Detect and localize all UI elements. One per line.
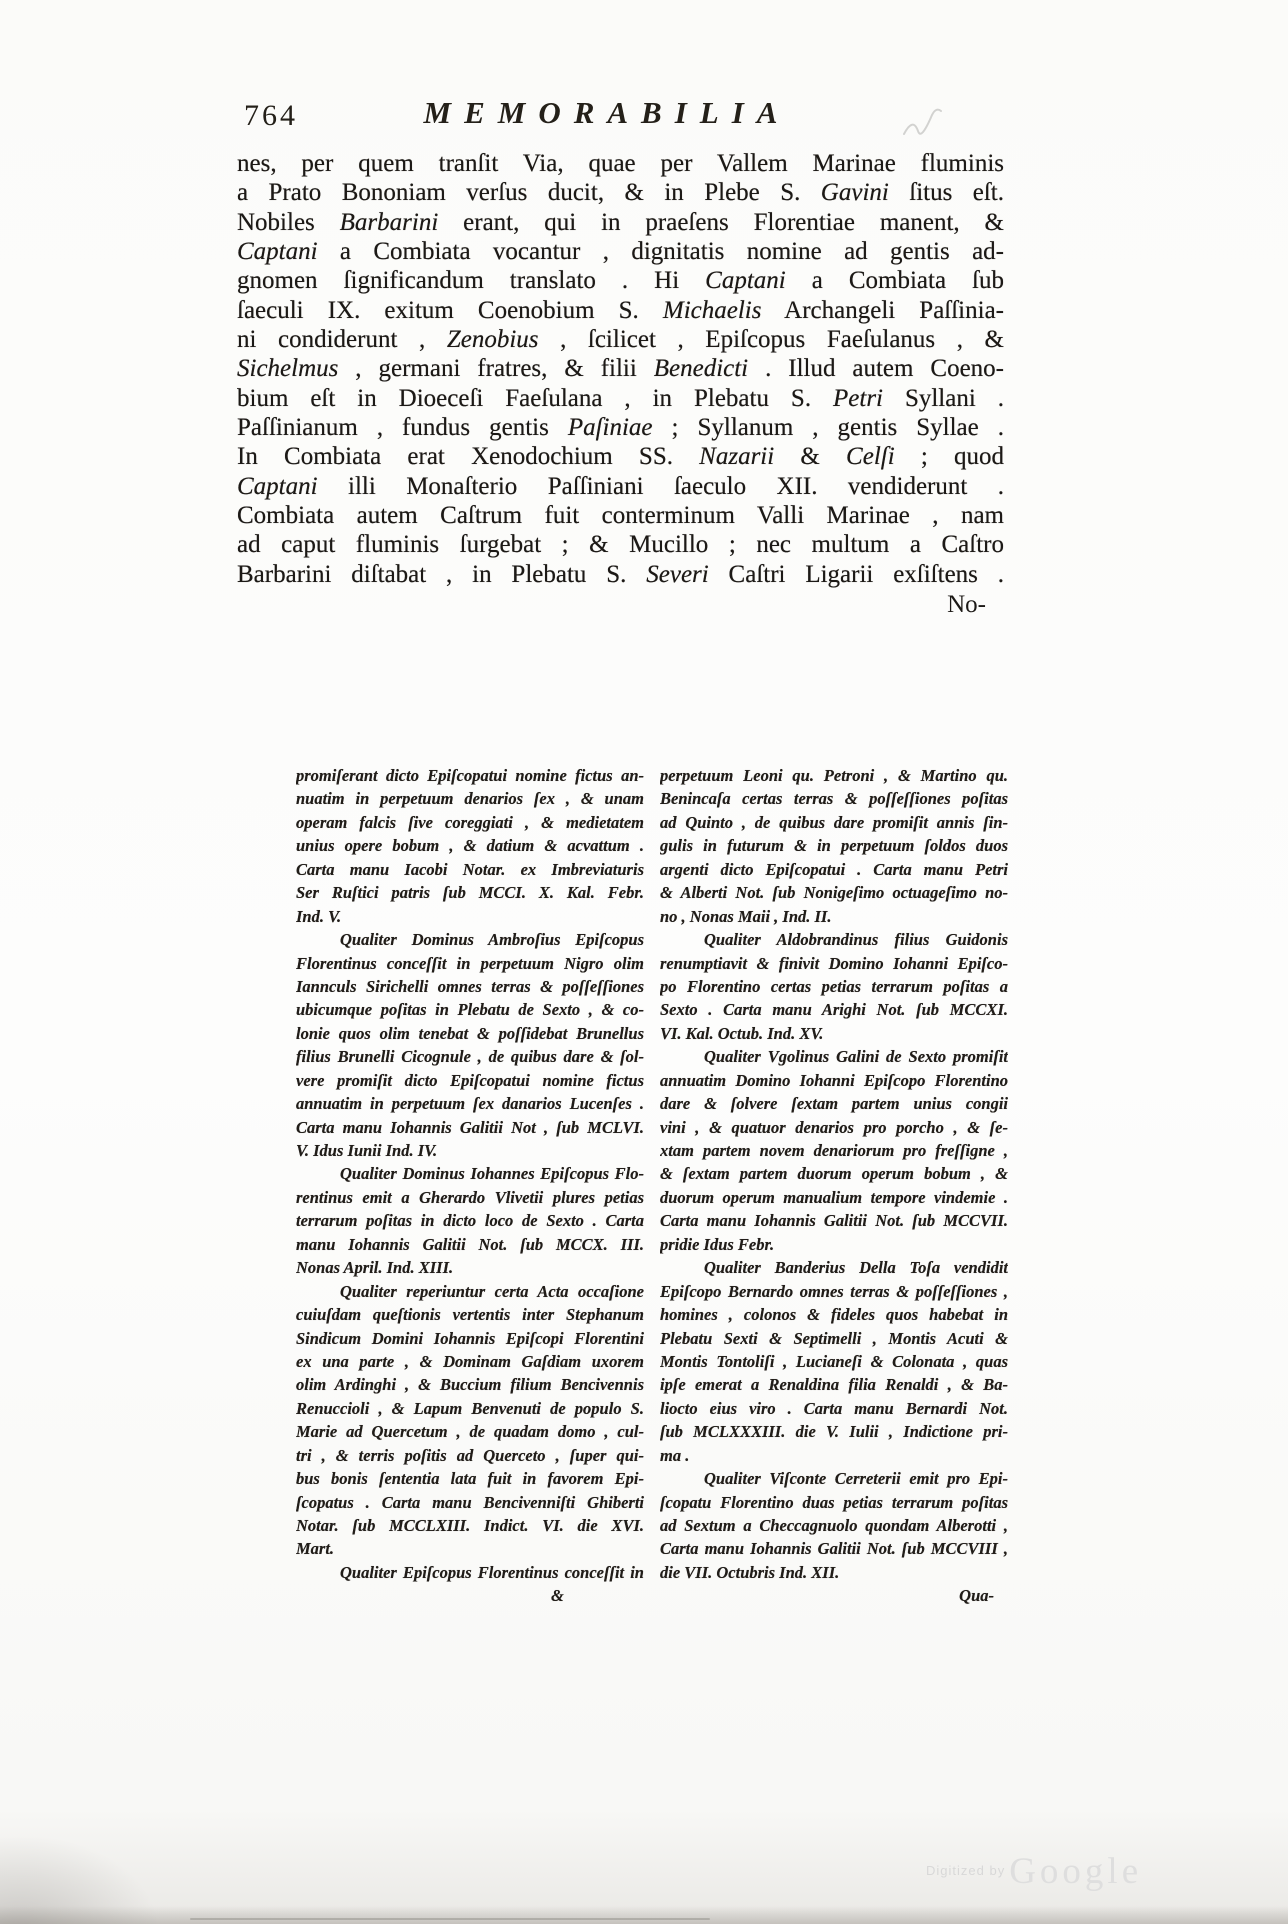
text-line: no , Nonas Maii , Ind. II. <box>660 906 832 926</box>
text: ; quod <box>894 443 1004 471</box>
text-line: Carta manu Iohannis Galitii Not. ſub MCCVII. <box>660 1211 1008 1231</box>
main-catchword: No- <box>947 591 986 618</box>
text-line: perpetuum Leoni qu. Petroni , & Martino qu. <box>660 766 1008 785</box>
text-line <box>237 384 1004 413</box>
text-line: liocto eius viro . Carta manu Bernardi Not. <box>660 1398 1008 1418</box>
italic-text: Barbarini <box>339 208 439 236</box>
text: In Combiata erat Xenodochium SS. <box>237 443 700 471</box>
italic-text: Zenobius <box>446 326 539 354</box>
text: Syllani . <box>883 384 1004 412</box>
footnote <box>660 1256 1008 1467</box>
text-line: Mart. <box>296 1539 335 1559</box>
text-line: & ſextam partem duorum operum bobum , & <box>660 1164 1008 1184</box>
text-line: annuatim in perpetuum ſex danarios Lucenſes . <box>296 1094 644 1114</box>
text-line: olim Ardinghi , & Buccium filium Bencivennis <box>296 1375 644 1395</box>
text: illi Monaſterio Paſſiniani ſaeculo XII. vendiderunt . <box>317 472 1004 500</box>
text-line <box>237 413 1004 442</box>
italic-text: Sichelmus <box>237 355 339 383</box>
italic-text: Gavini <box>820 179 889 207</box>
text: ad caput fluminis ſurgebat ; & Mucillo ; nec multum a Caſtro <box>237 531 1004 559</box>
text-line <box>237 442 1004 471</box>
italic-text: Celſi <box>846 443 895 471</box>
text-line: Notar. ſub MCCLXIII. Indict. VI. die XVI. <box>296 1516 644 1535</box>
text-line: Ser Ruſtici patris ſub MCCI. X. Kal. Febr. <box>296 883 644 903</box>
text: ni condiderunt , <box>237 326 447 354</box>
text-line <box>237 149 1004 178</box>
text: Archangeli Paſſinia- <box>761 296 1004 324</box>
text-line: Qualiter Epiſcopus Florentinus conceſſit in <box>340 1562 644 1582</box>
google-logo: Google <box>1009 1851 1143 1892</box>
italic-text: Nazarii <box>699 443 775 471</box>
text-line: Ind. V. <box>296 906 342 926</box>
text-line: nuatim in perpetuum denarios ſex , & unam <box>296 789 644 809</box>
text-line: ex una parte , & Dominam Gaſdiam uxorem <box>296 1351 644 1371</box>
running-title: MEMORABILIA <box>423 95 791 130</box>
text-line: Carta manu Iohannis Galitii Not , ſub MCLVI. <box>296 1117 644 1137</box>
text-line <box>237 560 1004 589</box>
column-catchword: & <box>551 1586 564 1606</box>
text: Barbarini diſtabat , in Plebatu S. <box>237 560 647 588</box>
text: ; Syllanum , gentis Syllae . <box>652 414 1004 442</box>
text-line: ma . <box>660 1445 690 1465</box>
text-line: Qualiter Banderius Della Toſa vendidit <box>704 1258 1008 1278</box>
footnote <box>296 1280 644 1561</box>
text-line: Qualiter reperiuntur certa Acta occaſione <box>340 1281 644 1301</box>
text-line: ſcopatus . Carta manu Bencivenniſti Ghiberti <box>296 1492 644 1512</box>
footnote-column-right <box>660 764 1008 1608</box>
main-paragraph <box>237 149 1004 589</box>
text-line: Marie ad Quercetum , de quadam domo , cul- <box>296 1422 644 1442</box>
text-line: VI. Kal. Octub. Ind. XV. <box>660 1023 824 1043</box>
italic-text: Petri <box>833 384 884 412</box>
text-line: Qualiter Dominus Iohannes Epiſcopus Flo- <box>340 1164 644 1184</box>
italic-text: Captani <box>237 238 318 266</box>
text-line <box>237 354 1004 383</box>
digitized-watermark <box>926 1850 1246 1893</box>
text-line: rentinus emit a Gherardo Vlivetii plures petias <box>296 1187 644 1207</box>
footnote <box>660 764 1008 928</box>
text-line: promiſerant dicto Epiſcopatui nomine fictus an- <box>296 766 644 785</box>
text-line: operam falcis ſive coreggiati , & medietatem <box>296 812 644 832</box>
text: erant, qui in praeſens Florentiae manent, & <box>438 208 1004 236</box>
text: gnomen ſignificandum translato . Hi <box>237 267 706 295</box>
scan-edge-shadow <box>0 1906 1288 1924</box>
footnote <box>660 1045 1008 1256</box>
text-line: tri , & terris poſitis ad Querceto , ſuper qui- <box>296 1445 644 1465</box>
text-line: Plebatu Sexti & Septimelli , Montis Acuti & <box>660 1328 1008 1348</box>
text-line: renumptiavit & finivit Domino Iohanni Epiſco- <box>660 953 1008 973</box>
text: . Illud autem Coeno- <box>748 355 1004 383</box>
footnote <box>296 1561 644 1584</box>
text-line: Qualiter Dominus Ambroſius Epiſcopus <box>340 930 644 950</box>
text-line: Benincaſa certas terras & poſſeſſiones poſitas <box>660 789 1008 809</box>
text-line: terrarum poſitas in dicto loco de Sexto . Carta <box>296 1211 644 1231</box>
text-line <box>237 325 1004 354</box>
text-line <box>237 501 1004 530</box>
text-line <box>237 472 1004 501</box>
text-line: Carta manu Iacobi Notar. ex Imbreviaturis <box>296 859 644 879</box>
text-line <box>237 208 1004 237</box>
italic-text: Severi <box>646 560 709 588</box>
italic-text: Michaelis <box>662 296 762 324</box>
text-line: unius opere bobum , & datium & acvattum . <box>296 836 644 856</box>
text-line: lonie quos olim tenebat & poſſidebat Brunellus <box>296 1023 644 1043</box>
text-line <box>237 530 1004 559</box>
text-line: Nonas April. Ind. XIII. <box>296 1258 454 1278</box>
footnote <box>296 764 644 928</box>
text-line: V. Idus Iunii Ind. IV. <box>296 1141 438 1160</box>
text-line: vini , & quatuor denarios pro porcho , & ſe- <box>660 1117 1008 1137</box>
text-line: Sexto . Carta manu Arighi Not. ſub MCCXI. <box>660 1000 1008 1020</box>
text-line <box>237 296 1004 325</box>
text-line: manu Iohannis Galitii Not. ſub MCCX. III. <box>296 1234 644 1254</box>
text-line: Qualiter Vgolinus Galini de Sexto promiſit <box>704 1047 1008 1067</box>
text: Caſtri Ligarii exſiſtens . <box>708 560 1004 588</box>
text-line <box>237 237 1004 266</box>
text-line: Epiſcopo Bernardo omnes terras & poſſeſſiones , <box>660 1281 1008 1301</box>
column-catchword: Qua- <box>959 1586 994 1606</box>
text-line: duorum operum manualium tempore vindemie . <box>660 1187 1008 1207</box>
text-line: Renuccioli , & Lapum Benvenuti de populo S. <box>296 1398 644 1418</box>
text-line: xtam partem novem denariorum pro freſſigne , <box>660 1141 1008 1160</box>
text-line: cuiuſdam queſtionis vertentis inter Stephanum <box>296 1305 644 1325</box>
text-line <box>237 178 1004 207</box>
text: & <box>774 443 847 471</box>
footnote <box>296 1162 644 1279</box>
text: Paſſinianum , fundus gentis <box>237 414 568 442</box>
text: Combiata autem Caſtrum fuit conterminum Valli Marinae , nam <box>237 502 1004 530</box>
footnote-section <box>296 764 1008 1608</box>
text-line: Florentinus conceſſit in perpetuum Nigro olim <box>296 953 644 973</box>
text: ſitus eſt. <box>888 179 1004 207</box>
text-line: Iannculs Sirichelli omnes terras & poſſeſſiones <box>296 976 644 996</box>
text-line: Carta manu Iohannis Galitii Not. ſub MCCVIII , <box>660 1539 1008 1559</box>
italic-text: Paſiniae <box>567 414 653 442</box>
italic-text: Captani <box>237 472 318 500</box>
text: bium eſt in Dioeceſi Faeſulana , in Plebatu S. <box>237 384 834 412</box>
footnote <box>660 1467 1008 1584</box>
text-line: ad Quinto , de quibus dare promiſit annis ſin- <box>660 812 1008 832</box>
text: ſaeculi IX. exitum Coenobium S. <box>237 296 663 324</box>
footnote-column-left <box>296 764 644 1608</box>
text-line: & Alberti Not. ſub Nonigeſimo octuageſimo no- <box>660 883 1008 903</box>
page-number: 764 <box>244 99 298 132</box>
text: a Combiata vocantur , dignitatis nomine ad gentis ad- <box>317 238 1004 266</box>
text: Nobiles <box>237 208 340 236</box>
text-line: ad Sextum a Checcagnuolo quondam Alberotti , <box>660 1516 1008 1535</box>
text-line: die VII. Octubris Ind. XII. <box>660 1562 840 1582</box>
text-line: ubicumque poſitas in Plebatu de Sexto , & co- <box>296 1000 644 1020</box>
text-line: Sindicum Domini Iohannis Epiſcopi Florentini <box>296 1328 644 1348</box>
text-line: Montis Tontoliſi , Lucianeſi & Colonata , quas <box>660 1351 1008 1371</box>
text-line: Qualiter Viſconte Cerreterii emit pro Epi- <box>704 1469 1008 1489</box>
text: a Combiata ſub <box>785 267 1004 295</box>
italic-text: Benedicti <box>653 355 749 383</box>
text-line: Qualiter Aldobrandinus filius Guidonis <box>704 930 1008 950</box>
pencil-mark-icon <box>898 104 948 146</box>
text: nes, per quem tranſit Via, quae per Vallem Marinae fluminis <box>237 150 1004 177</box>
text-line: ſcopatu Florentino duas petias terrarum poſitas <box>660 1492 1008 1512</box>
italic-text: Captani <box>705 267 786 295</box>
text-line: homines , colonos & fideles quos habebat in <box>660 1305 1008 1325</box>
footnote <box>296 928 644 1162</box>
text-line: ipſe emerat a Renaldina filia Renaldi , & Ba- <box>660 1375 1008 1395</box>
text-line: annuatim Domino Iohanni Epiſcopo Florentino <box>660 1070 1008 1090</box>
text-line: dare & ſolvere ſextam partem unius congii <box>660 1094 1008 1114</box>
text-line: filius Brunelli Cicognule , de quibus dare & ſol- <box>296 1047 644 1067</box>
text-line: vere promiſit dicto Epiſcopatui nomine fictus <box>296 1070 644 1090</box>
watermark-prefix: Digitized by <box>926 1863 1006 1878</box>
text-line: gulis in futurum & in perpetuum ſoldos duos <box>660 836 1008 856</box>
text-line: pridie Idus Febr. <box>660 1234 775 1254</box>
text-line <box>237 266 1004 295</box>
text: , ſcilicet , Epiſcopus Faeſulanus , & <box>538 326 1004 354</box>
text-line: argenti dicto Epiſcopatui . Carta manu Petri <box>660 859 1008 879</box>
text-line: po Florentino certas petias terrarum poſitas a <box>660 976 1008 996</box>
text-line: ſub MCLXXXIII. die V. Iulii , Indictione pri- <box>660 1422 1008 1442</box>
text: a Prato Bononiam verſus ducit, & in Plebe S. <box>237 179 821 207</box>
text: , germani fratres, & filii <box>338 355 654 383</box>
text-line: bus bonis ſententia lata fuit in favorem Epi- <box>296 1469 644 1489</box>
footnote <box>660 928 1008 1045</box>
